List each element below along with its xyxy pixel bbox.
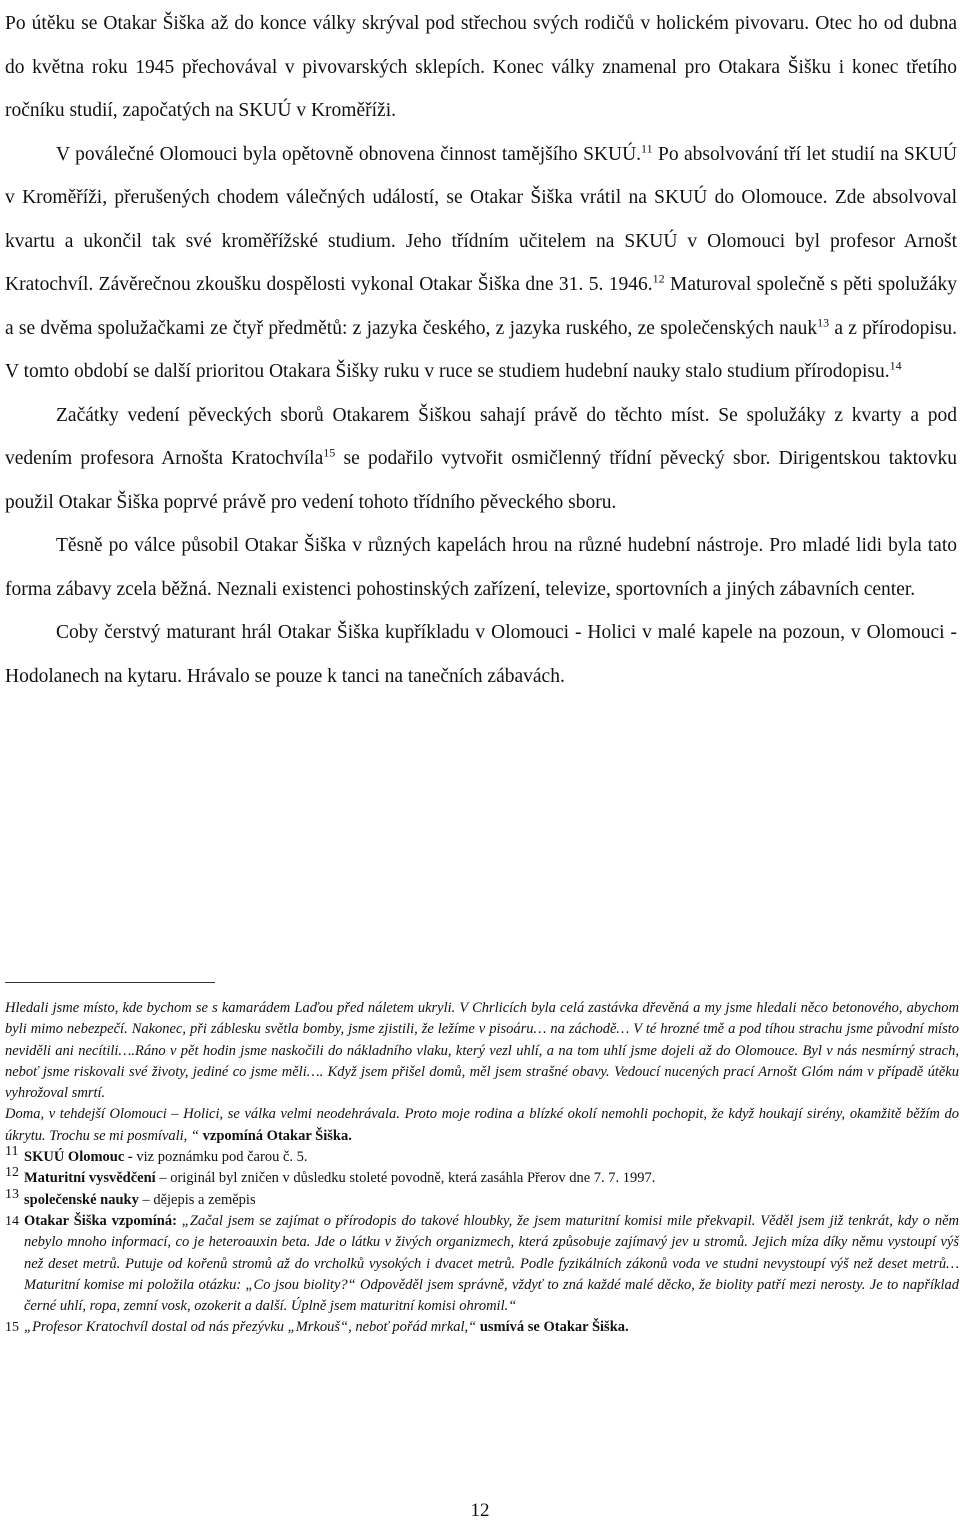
paragraph-5: Coby čerstvý maturant hrál Otakar Šiška kupříkladu v Olomouci - Holici v malé kapele na pozoun, v Olomouci - Hodolanech na kytaru. Hrávalo se pouze k tanci na tanečních zábavách. (5, 622, 957, 687)
paragraph-4: Těsně po válce působil Otakar Šiška v různých kapelách hrou na různé hudební nástroje. Pro mladé lidi byla tato forma zábavy zcela běžná. Neznali existenci pohostinských zařízení, televize, sportovních a jiných zábavních center. (5, 535, 957, 600)
footnote-separator (5, 982, 215, 983)
paragraph-3: Začátky vedení pěveckých sborů Otakarem Šiškou sahají právě do těchto míst. Se spolužáky z kvarty a pod vedením profesora Arnošta Kratochvíla$^{15}$ se podařilo vytvořit osmičlenný třídní pěvecký sbor. Dirigentskou taktovku použil Otakar Šiška poprvé právě pro vedení tohoto třídního pěveckého sboru. (5, 404, 957, 513)
footnote-ref-14[interactable]: 14 (889, 358, 902, 373)
footnote-15: 15 „Profesor Kratochvíl dostal od nás přezývku „Mrkouš“, neboť pořád mrkal,“ usmívá se Otakar Šiška. (5, 1319, 629, 1336)
footnote-continuation-1: Hledali jsme místo, kde bychom se s kamarádem Laďou před náletem ukryli. V Chrlicích byla celá zastávka dřevěná a my jsme hledali něco betonového, abychom byli mimo nebezpečí. Nakonec, při záblesku světla bomby, jsme zjistili, že ležíme v pisoáru… na záchodě… V té hrozné tmě a pod tíhou strachu jsme původní místo neviděli ani necítili….Ráno v pět hodin jsme naskočili do nákladního vlaku, který vezl uhlí, a na tom uhlí jsme dojeli až do Olomouce. Byl v nás nesmírný strach, neboť jsme riskovali své životy, jediné co jsme měli…. Když jsem přišel domů, měl jsem strašné obavy. Vedoucí nucených prací Arnošt Glóm nám v případě útěku vyhrožoval smrtí. (5, 1000, 959, 1102)
footnote-ref-11[interactable]: 11 (641, 141, 653, 155)
paragraph-2: V poválečné Olomouci byla opětovně obnovena činnost tamějšího SKUÚ.$^{11}$ Po absolvování tří let studií na SKUÚ v Kroměříži, přerušených chodem válečných událostí, se Otakar Šiška vrátil na SKUÚ do Olomouce. Zde absolvoval kvartu a ukončil tak své kroměřížské studium. Jeho třídním učitelem na SKUÚ v Olomouci byl profesor Arnošt Kratochvíl. Závěrečnou zkoušku dospělosti vykonal Otakar Šiška dne 31. 5. 1946.12 Maturoval společně s pěti spolužáky a se dvěma spolužačkami ze čtyř předmětů: z jazyka českého, z jazyka ruského, ze společenských nauk$^{13}$ a z přírodopisu. V tomto období se další prioritou Otakara Šišky ruku v ruce se studiem hudební nauky stalo studium přírodopisu.$^{14}$ (5, 141, 957, 382)
footnote-ref-13[interactable]: 13 (817, 315, 830, 329)
footnote-13: 13 společenské nauky – dějepis a zeměpis (5, 1186, 256, 1208)
body-text (5, 2, 957, 698)
paragraph-1: Po útěku se Otakar Šiška až do konce války skrýval pod střechou svých rodičů v holickém pivovaru. Otec ho od dubna do května roku 1945 přechovával v pivovarských sklepích. Konec války znamenal pro Otakara Šišku i konec třetího ročníku studií, započatých na SKUÚ v Kroměříži. (5, 13, 957, 121)
footnote-ref-15[interactable]: 15 (323, 445, 336, 460)
page-number: 12 (470, 1500, 490, 1521)
footnotes (5, 998, 959, 1339)
footnote-14: 14 Otakar Šiška vzpomíná: „Začal jsem se zajímat o přírodopis do takové hloubky, že jsem maturitní komisi mile překvapil. Věděl jsem již tenkrát, kdy o něm nebylo mnoho informací, co je heteroauxin beta. Jde o látku v živých organizmech, která způsobuje zajímavý jev u stromů. Jejich míza díky němu vystoupí výš než deset metrů. Putuje od kořenů stromů až do vrcholků vysokých i dvacet metrů. Podle fyzikálních zákonů voda ve studni nevystoupí výš než deset metrů… Maturitní komise mi položila otázku: „Co jsou biolity?“ Odpověděl jsem správně, vždyť to zná každé malé děcko, že biolity patří mezi nerosty. Je to například černé uhlí, ropa, zemní vosk, ozokerit a další. Úplně jsem maturitní komisi ohromil.“ (5, 1212, 959, 1315)
footnote-12: 12 Maturitní vysvědčení – originál byl zničen v důsledku stoleté povodně, která zasáhla Přerov dne 7. 7. 1997. (5, 1165, 656, 1187)
footnote-continuation-2: Doma, v tehdejší Olomouci – Holici, se válka velmi neodehrávala. Proto moje rodina a blízké okolí nemohli pochopit, že když houkají sirény, okamžitě běžím do úkrytu. Trochu se mi posmívali, “ vzpomíná Otakar Šiška. (5, 1106, 959, 1144)
footnote-ref-12[interactable]: 12 (652, 271, 665, 286)
footnote-11: 11 SKUÚ Olomouc - viz poznámku pod čarou č. 5. (5, 1144, 308, 1166)
